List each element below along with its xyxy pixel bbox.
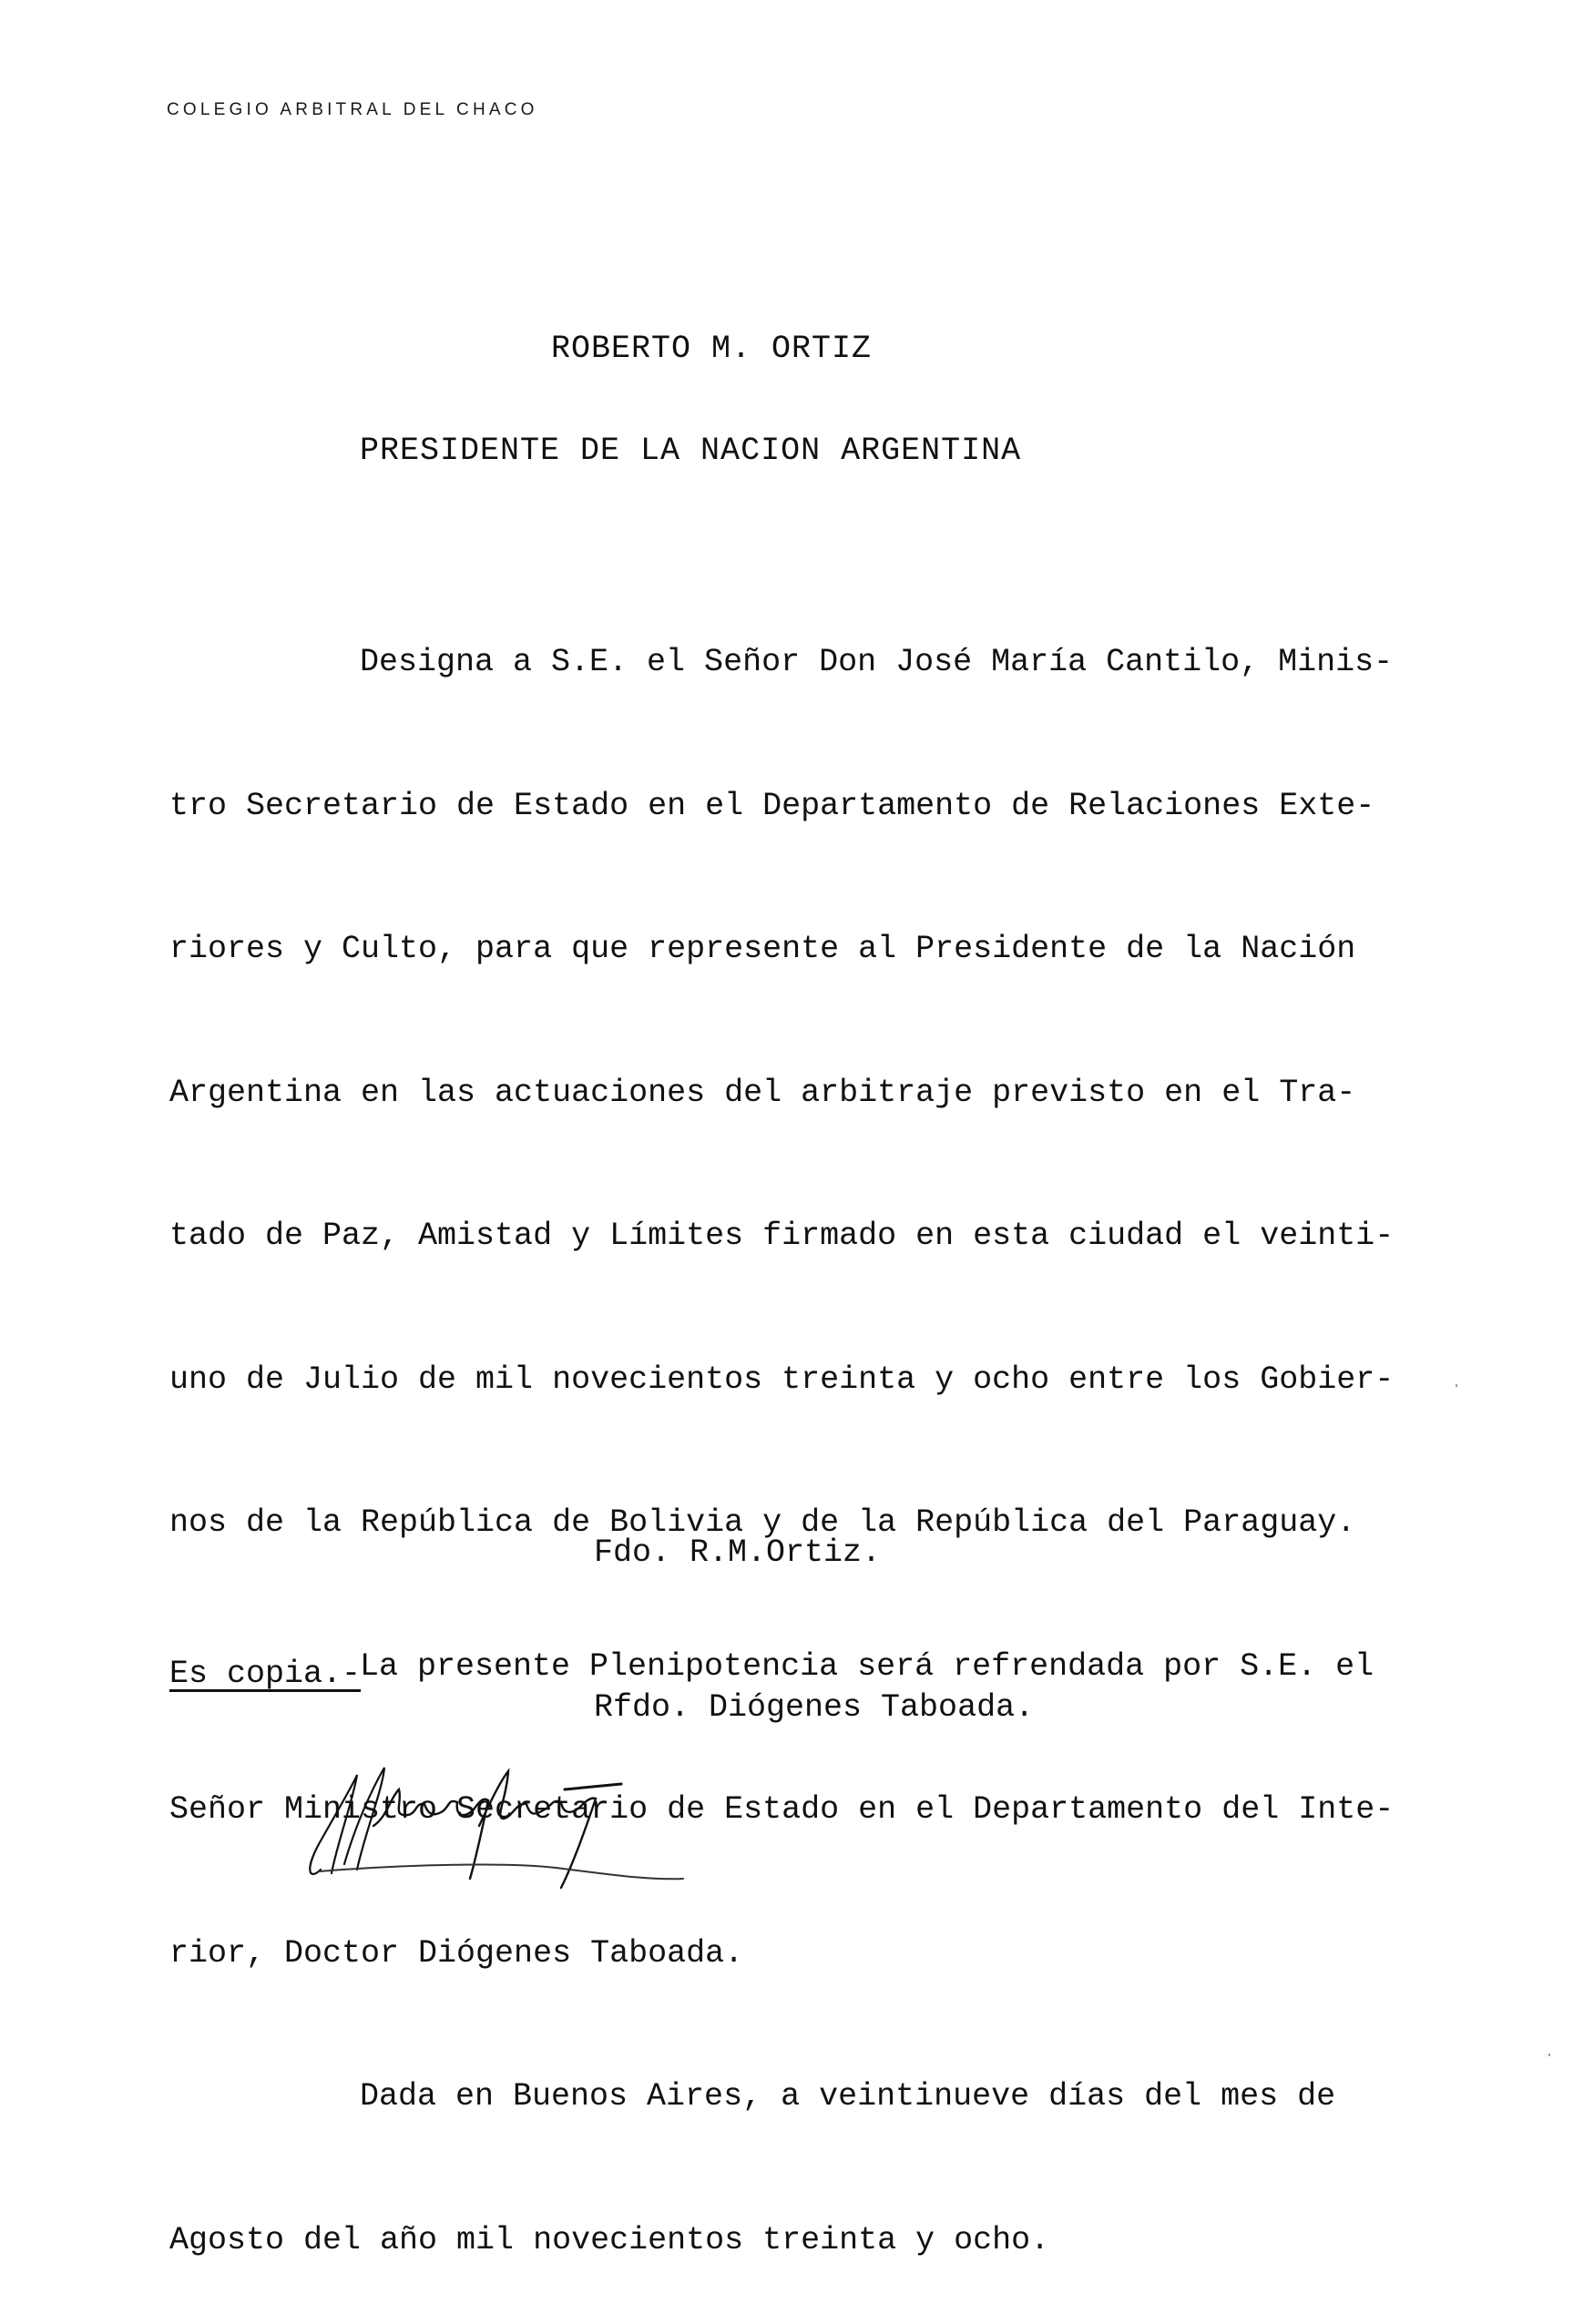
- signed-by: Fdo. R.M.Ortiz.: [594, 1534, 882, 1571]
- body-line: La presente Plenipotencia será refrendada por S.E. el: [360, 1647, 1374, 1685]
- body-line: Dada en Buenos Aires, a veintinueve días del mes de: [360, 2078, 1336, 2115]
- certification-label: Es copia.-: [169, 1656, 362, 1692]
- countersigned-by: Rfdo. Diógenes Taboada.: [594, 1689, 1035, 1726]
- body-line: uno de Julio de mil novecientos treinta y ocho entre los Gobier-: [169, 1361, 1395, 1398]
- body-line: tado de Paz, Amistad y Límites firmado en esta ciudad el veinti-: [169, 1218, 1395, 1254]
- letterhead: COLEGIO ARBITRAL DEL CHACO: [167, 100, 538, 119]
- scan-speck: [1456, 1384, 1457, 1387]
- body-line: Argentina en las actuaciones del arbitraje previsto en el Tra-: [169, 1074, 1356, 1111]
- body-line: riores y Culto, para que represente al Presidente de la Nación: [169, 931, 1356, 967]
- body-line: Agosto del año mil novecientos treinta y ocho.: [169, 2221, 1050, 2258]
- signature-icon: [301, 1762, 756, 1899]
- body-line: rior, Doctor Diógenes Taboada.: [169, 1934, 744, 1972]
- body-line: nos de la República de Bolivia y de la República del Paraguay.: [169, 1504, 1356, 1541]
- body-line: Designa a S.E. el Señor Don José María Cantilo, Minis-: [360, 644, 1394, 680]
- body-line: Señor Ministro Secretario de Estado en el Departamento del Inte-: [169, 1791, 1395, 1828]
- heading-office: PRESIDENTE DE LA NACION ARGENTINA: [360, 433, 1022, 469]
- document-body: [169, 566, 1517, 2324]
- heading-name: ROBERTO M. ORTIZ: [551, 331, 873, 367]
- body-line: tro Secretario de Estado en el Departamento de Relaciones Exte-: [169, 787, 1375, 824]
- signature-block: [594, 1457, 1034, 1803]
- scan-speck: [1548, 2054, 1550, 2056]
